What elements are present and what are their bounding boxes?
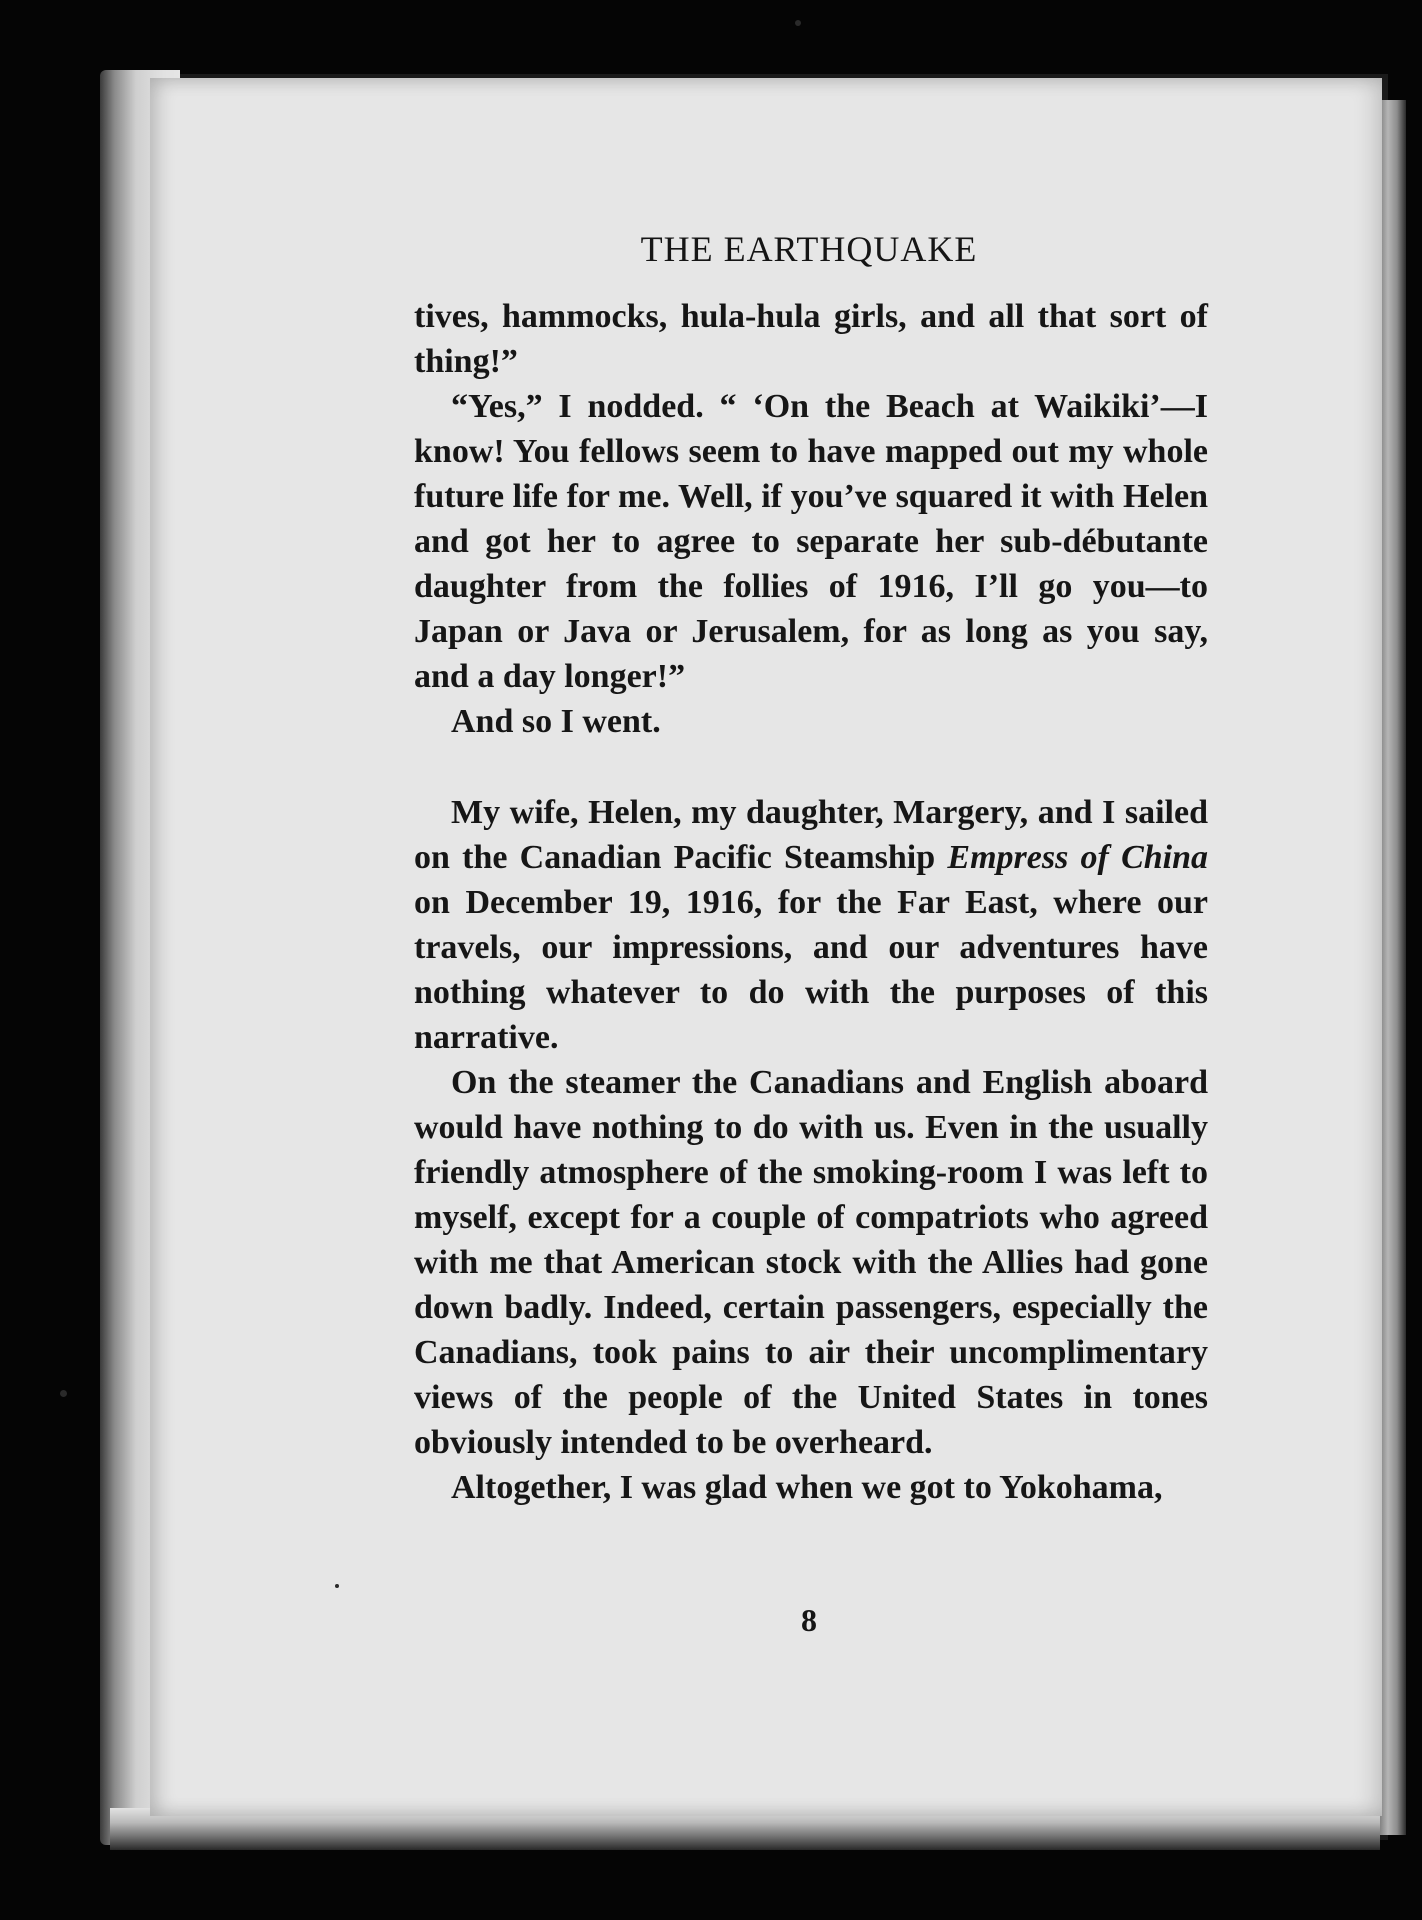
scan-speck: [335, 1584, 339, 1588]
paragraph-2: “Yes,” I nodded. “ ‘On the Beach at Waikiki’—I know! You fellows seem to have mapped out my whole future life for me. Well, if you’ve squared it with Helen and got her to agree to separate her sub-débutante daughter from the follies of 1916, I’ll go you—to Japan or Java or Jerusalem, for as long as you say, and a day longer!”: [414, 388, 1208, 695]
paragraph-4-rest: on December 19, 1916, for the Far East, where our travels, our impressions, and our adventures have nothing whatever to do with the purposes of this narrative.: [414, 884, 1208, 1056]
body-text: [414, 294, 1208, 1510]
paragraph-4-lead: My wife, Helen, my daughter, Margery, and I sailed on the Canadian Pacific Steamship: [414, 794, 1208, 876]
paragraph-5: On the steamer the Canadians and English aboard would have nothing to do with us. Even in the usually friendly atmosphere of the smoking-room I was left to myself, except for a couple of compatriots who agreed with me that American stock with the Allies had gone down badly. Indeed, certain passengers, especially the Canadians, took pains to air their uncomplimentary views of the people of the United States in tones obviously intended to be overheard.: [414, 1064, 1208, 1461]
paragraph-1: tives, hammocks, hula-hula girls, and all that sort of thing!”: [414, 298, 1208, 380]
paragraph-4: [414, 790, 1208, 1060]
ship-name: Empress of China: [947, 839, 1209, 876]
page-number: 8: [801, 1602, 817, 1638]
paragraph-3: And so I went.: [451, 703, 661, 740]
book-page: [150, 78, 1382, 1816]
running-head: THE EARTHQUAKE: [640, 229, 978, 269]
scan-speck: [795, 20, 801, 26]
scan-speck: [60, 1390, 67, 1397]
paragraph-6: Altogether, I was glad when we got to Yokohama,: [451, 1469, 1163, 1506]
